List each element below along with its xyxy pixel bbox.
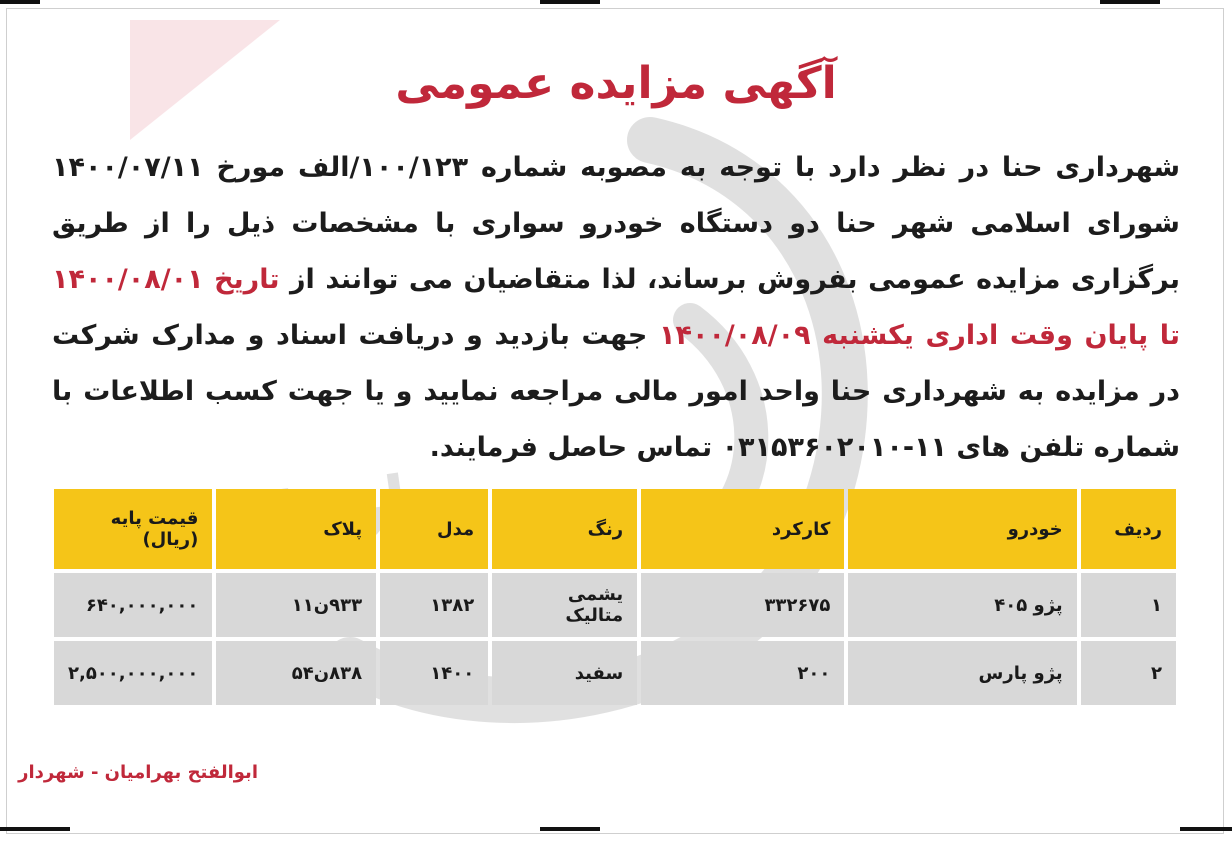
- vehicles-table: [50, 485, 1180, 709]
- corner-mark: [540, 0, 600, 4]
- cell-plate: ۸۳۸ن۵۴: [216, 641, 376, 705]
- body-text-part-2: جهت بازدید و دریافت اسناد و مدارک شرکت در مزایده به شهرداری حنا واحد امور مالی مراجعه نمایید و یا جهت کسب اطلاعات با شماره تلفن های ۱۱-۰۳۱۵۳۶۰۲۰۱۰ تماس حاصل فرمایند.: [52, 320, 1180, 463]
- header-model: مدل: [380, 489, 488, 569]
- cell-model: ۱۴۰۰: [380, 641, 488, 705]
- table-row: [54, 573, 1176, 637]
- cell-mileage: ۳۳۲۶۷۵: [641, 573, 844, 637]
- header-row-number: ردیف: [1081, 489, 1176, 569]
- corner-mark: [540, 827, 600, 831]
- cell-vehicle: پژو ۴۰۵: [848, 573, 1076, 637]
- cell-model: ۱۳۸۲: [380, 573, 488, 637]
- table-row: [54, 641, 1176, 705]
- cell-color: سفید: [492, 641, 637, 705]
- cell-color: یشمی متالیک: [492, 573, 637, 637]
- notice-title: آگهی مزایده عمومی: [395, 58, 837, 109]
- header-vehicle: خودرو: [848, 489, 1076, 569]
- header-mileage: کارکرد: [641, 489, 844, 569]
- corner-mark: [1180, 827, 1232, 831]
- body-date-highlight: تاریخ ۱۴۰۰/۰۸/۰۱ تا پایان وقت اداری یکشنبه ۱۴۰۰/۰۸/۰۹: [52, 264, 1180, 351]
- table-header-row: [54, 489, 1176, 569]
- mayor-signature: ابوالفتح بهرامیان - شهردار: [18, 762, 258, 783]
- corner-mark: [0, 827, 70, 831]
- corner-mark: [1100, 0, 1160, 4]
- notice-body: [52, 140, 1180, 476]
- cell-price: ۲,۵۰۰,۰۰۰,۰۰۰: [54, 641, 212, 705]
- cell-row-number: ۲: [1081, 641, 1176, 705]
- cell-plate: ۹۳۳ن۱۱: [216, 573, 376, 637]
- body-text-part-1: شهرداری حنا در نظر دارد با توجه به مصوبه شماره ۱۰۰/۱۲۳/الف مورخ ۱۴۰۰/۰۷/۱۱ شورای اسلامی شهر حنا دو دستگاه خودرو سواری با مشخصات ذیل را از طریق برگزاری مزایده عمومی بفروش برساند، لذا متقاضیان می توانند از: [52, 152, 1181, 295]
- cell-row-number: ۱: [1081, 573, 1176, 637]
- corner-mark: [0, 0, 40, 4]
- cell-vehicle: پژو پارس: [848, 641, 1076, 705]
- cell-price: ۶۴۰,۰۰۰,۰۰۰: [54, 573, 212, 637]
- header-plate: پلاک: [216, 489, 376, 569]
- header-color: رنگ: [492, 489, 637, 569]
- header-price: قیمت پایه (ریال): [54, 489, 212, 569]
- cell-mileage: ۲۰۰: [641, 641, 844, 705]
